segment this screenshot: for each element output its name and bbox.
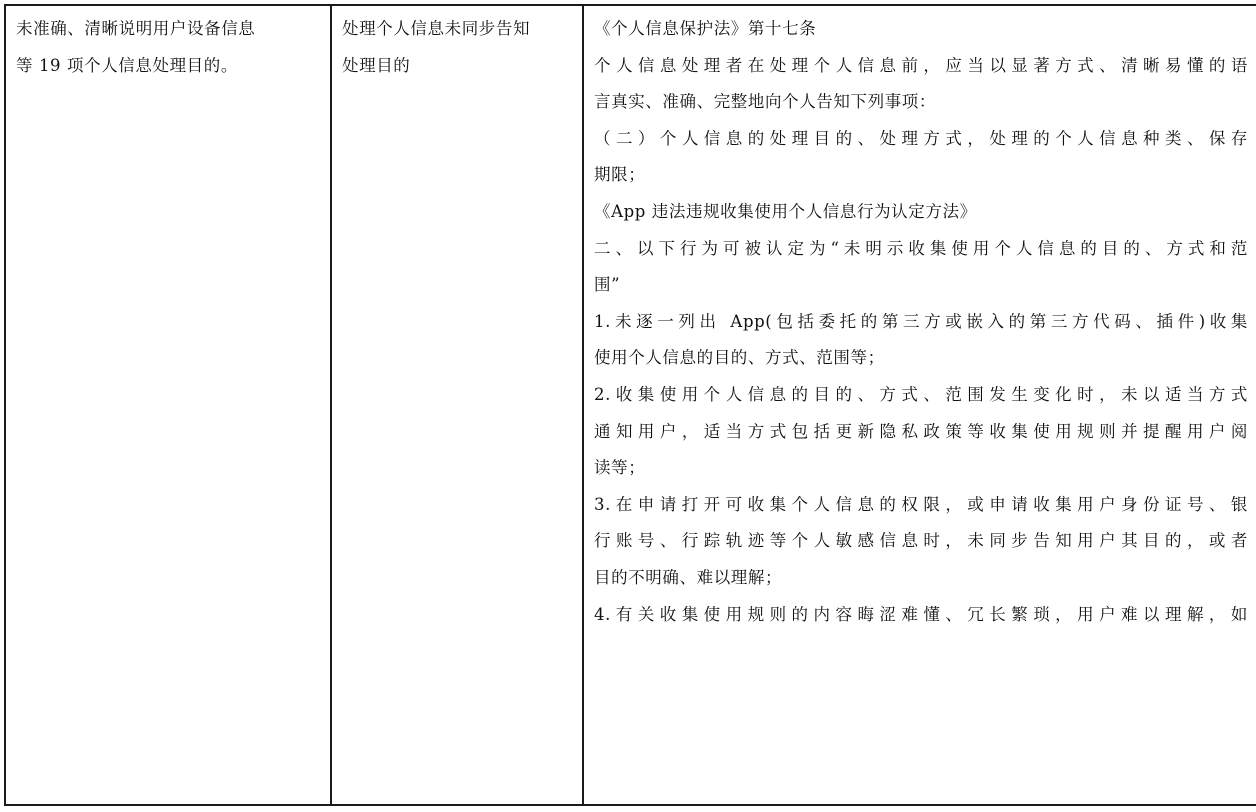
category-cell bbox=[331, 5, 583, 805]
basis-line: 使用个人信息的目的、方式、范围等； bbox=[594, 348, 885, 368]
table-row bbox=[5, 5, 1256, 805]
basis-line: 3.在申请打开可收集个人信息的权限，或申请收集用户身份证号、银 bbox=[594, 494, 1248, 514]
basis-line: （二）个人信息的处理目的、处理方式，处理的个人信息种类、保存 bbox=[594, 128, 1248, 148]
regulation-title: 《App 违法违规收集使用个人信息行为认定方法》 bbox=[594, 201, 977, 221]
basis-line: 1.未逐一列出 App(包括委托的第三方或嵌入的第三方代码、插件)收集 bbox=[594, 311, 1248, 331]
basis-line: 通知用户，适当方式包括更新隐私政策等收集使用规则并提醒用户阅 bbox=[594, 421, 1248, 441]
law-title: 《个人信息保护法》第十七条 bbox=[594, 19, 817, 38]
legal-basis-cell bbox=[583, 5, 1256, 805]
basis-line: 二、以下行为可被认定为“未明示收集使用个人信息的目的、方式和范 bbox=[594, 238, 1248, 258]
compliance-table bbox=[4, 4, 1256, 806]
category-line: 处理个人信息未同步告知 bbox=[342, 19, 531, 38]
issue-line: 未准确、清晰说明用户设备信息 bbox=[16, 19, 256, 38]
basis-line: 读等； bbox=[594, 458, 646, 478]
issue-cell bbox=[5, 5, 331, 805]
basis-line: 行账号、行踪轨迹等个人敏感信息时，未同步告知用户其目的，或者 bbox=[594, 531, 1248, 551]
issue-line: 等 19 项个人信息处理目的。 bbox=[16, 55, 238, 75]
basis-line: 期限； bbox=[594, 165, 646, 185]
basis-line: 2.收集使用个人信息的目的、方式、范围发生变化时，未以适当方式 bbox=[594, 384, 1248, 404]
basis-line: 目的不明确、难以理解； bbox=[594, 567, 783, 587]
basis-line: 个人信息处理者在处理个人信息前，应当以显著方式、清晰易懂的语 bbox=[594, 55, 1248, 75]
basis-line: 言真实、准确、完整地向个人告知下列事项： bbox=[594, 92, 936, 112]
category-line: 处理目的 bbox=[342, 55, 411, 75]
basis-line: 围” bbox=[594, 275, 621, 295]
basis-line: 4.有关收集使用规则的内容晦涩难懂、冗长繁琐，用户难以理解，如 bbox=[594, 604, 1248, 624]
